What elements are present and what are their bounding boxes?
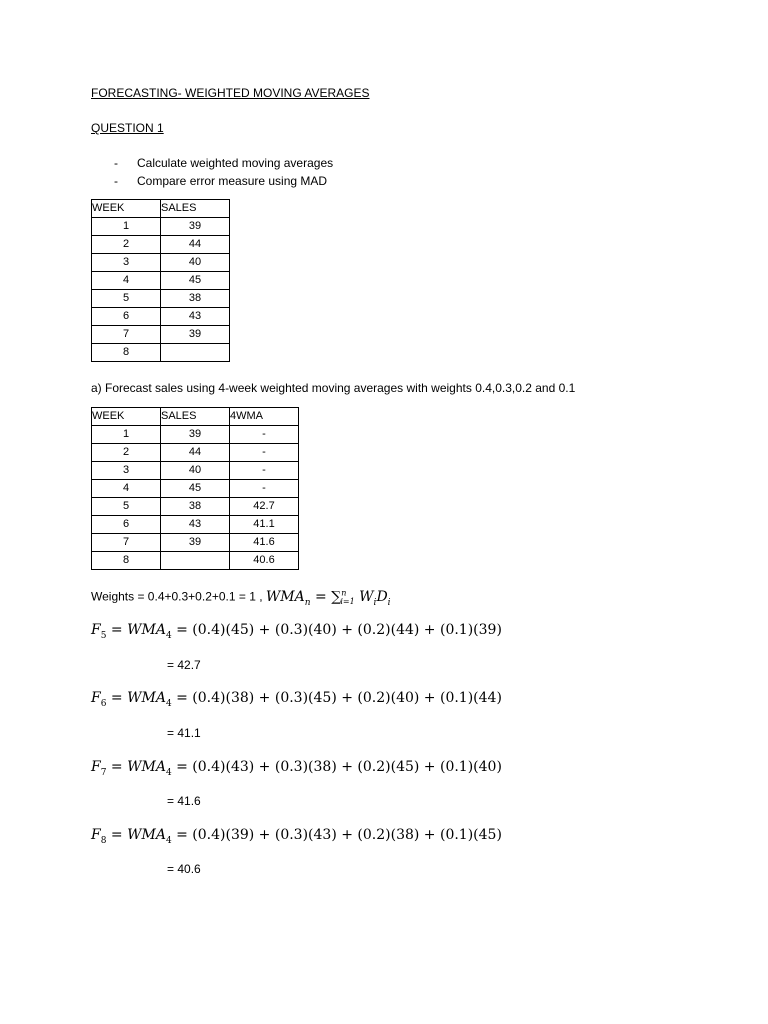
column-header-sales: SALES [161, 408, 230, 426]
table-row: 5 38 [92, 290, 230, 308]
table-row: 6 43 41.1 [92, 516, 299, 534]
table-row: 8 40.6 [92, 552, 299, 570]
table-row: 1 39 [92, 218, 230, 236]
table-header-row [92, 408, 299, 426]
forecast-result-f5: = 42.7 [167, 658, 201, 672]
table-row: 3 40 [92, 254, 230, 272]
table-row: 2 44 - [92, 444, 299, 462]
weights-text: Weights = 0.4+0.3+0.2+0.1 = 1 , [91, 589, 263, 604]
question-heading: QUESTION 1 [91, 121, 164, 135]
table-header-row [92, 200, 230, 218]
table-row: 4 45 - [92, 480, 299, 498]
list-item: - Compare error measure using MAD [114, 174, 328, 188]
forecast-equation-f8: $F_8 = WMA_4 = (0.4)(39) + (0.3)(43) + (0.2)(38) + (0.1)(45)$ [91, 827, 502, 846]
table-row: 7 39 [92, 326, 230, 344]
forecast-equation-f7: $F_7 = WMA_4 = (0.4)(43) + (0.3)(38) + (0.2)(45) + (0.1)(40)$ [91, 759, 502, 778]
forecast-equation-f5: $F_5 = WMA_4 = (0.4)(45) + (0.3)(40) + (0.2)(44) + (0.1)(39)$ [91, 622, 502, 641]
forecast-result-f6: = 41.1 [167, 726, 201, 740]
forecast-equation-f6: $F_6 = WMA_4 = (0.4)(38) + (0.3)(45) + (0.2)(40) + (0.1)(44)$ [91, 690, 502, 709]
wma-table [91, 407, 299, 570]
column-header-4wma: 4WMA [230, 408, 299, 426]
wma-general-formula: $WMA_n = \sum^n_{i=1}$ $W_iD_i$ [265, 588, 391, 608]
document-title: FORECASTING- WEIGHTED MOVING AVERAGES [91, 86, 370, 100]
table-row: 2 44 [92, 236, 230, 254]
table-row: 7 39 41.6 [92, 534, 299, 552]
table-row: 3 40 - [92, 462, 299, 480]
table-row: 8 [92, 344, 230, 362]
bullet-list [114, 154, 333, 190]
column-header-week: WEEK [92, 200, 161, 218]
forecast-result-f7: = 41.6 [167, 794, 201, 808]
part-a-instruction: a) Forecast sales using 4-week weighted moving averages with weights 0.4,0.3,0.2 and 0.1 [91, 381, 576, 395]
column-header-week: WEEK [92, 408, 161, 426]
column-header-sales: SALES [161, 200, 230, 218]
list-item: - Calculate weighted moving averages [114, 156, 334, 170]
table-row: 6 43 [92, 308, 230, 326]
sales-table [91, 199, 230, 362]
table-row: 4 45 [92, 272, 230, 290]
table-row: 5 38 42.7 [92, 498, 299, 516]
forecast-result-f8: = 40.6 [167, 862, 201, 876]
table-row: 1 39 - [92, 426, 299, 444]
weights-formula-line [91, 588, 391, 607]
